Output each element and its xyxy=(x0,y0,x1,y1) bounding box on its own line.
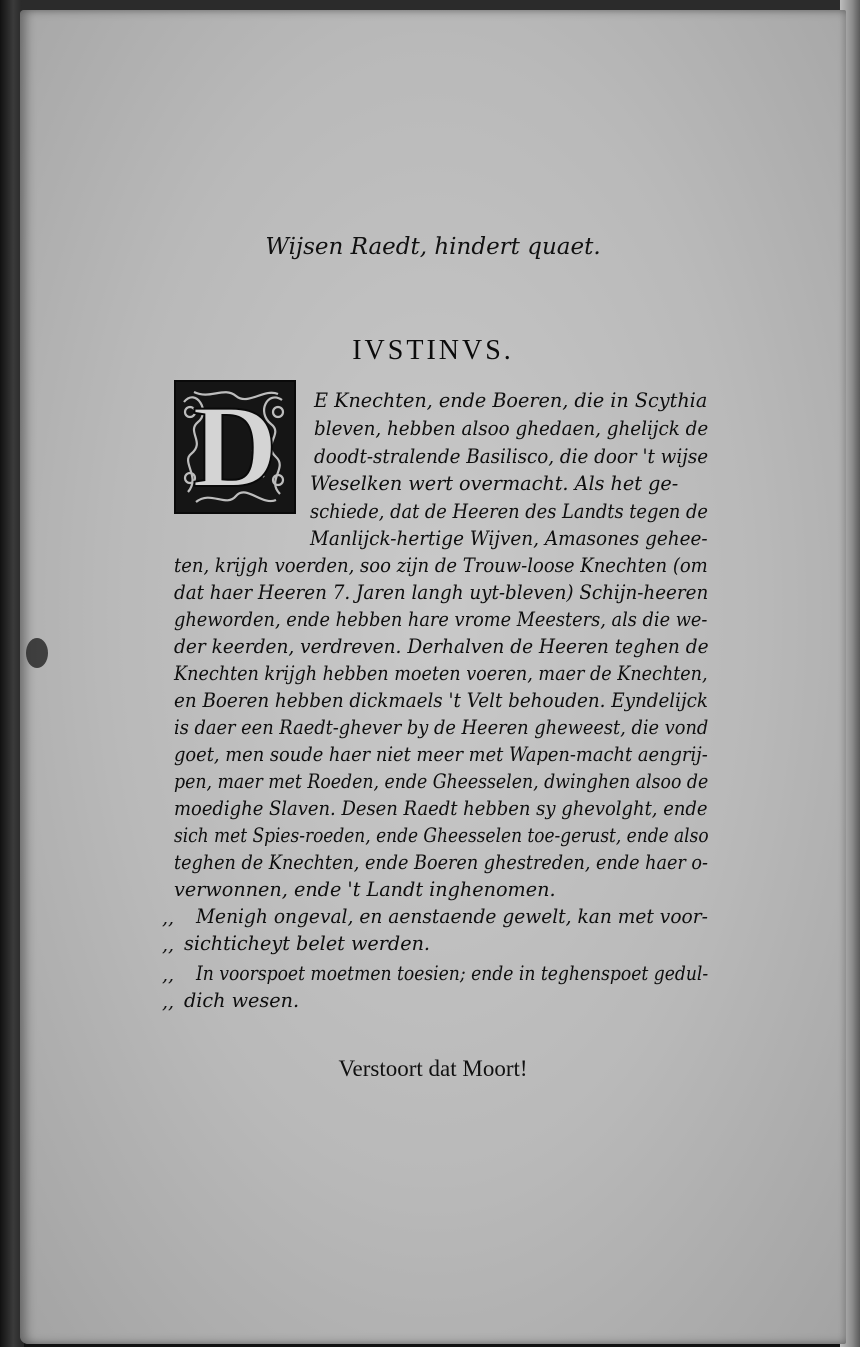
quote-mark: ,, xyxy=(162,934,175,956)
text-line: gheworden, ende hebben hare vrome Meesters, als die we- xyxy=(174,608,708,631)
quote-mark: ,, xyxy=(162,991,175,1013)
text-line: is daer een Raedt-ghever by de Heeren gheweest, die vond xyxy=(174,716,709,739)
text-line: Knechten krijgh hebben moeten voeren, maer de Knechten, xyxy=(174,662,708,685)
page-motto: Wijsen Raedt, hindert quaet. xyxy=(265,234,601,260)
ink-blot xyxy=(26,638,48,668)
text-line: goet, men soude haer niet meer met Wapen-macht aengrij- xyxy=(174,743,708,766)
text-line: doodt-stralende Basilisco, die door 't wijse xyxy=(314,445,709,468)
text-line: verwonnen, ende 't Landt inghenomen. xyxy=(174,878,556,901)
text-line: moedighe Slaven. Desen Raedt hebben sy ghevolght, ende xyxy=(174,797,708,820)
quote-mark: ,, xyxy=(162,907,175,929)
text-line: sichticheyt belet werden. xyxy=(184,932,431,955)
text-line: ten, krijgh voerden, soo zijn de Trouw-loose Knechten (om xyxy=(174,554,708,577)
quote-mark: ,, xyxy=(162,964,175,986)
text-line: Weselken wert overmacht. Als het ge- xyxy=(310,472,679,495)
initial-letter: D xyxy=(192,381,278,512)
text-line: Manlijck-hertige Wijven, Amasones gehee- xyxy=(310,527,708,550)
text-line: Menigh ongeval, en aenstaende gewelt, kan met voor- xyxy=(196,905,708,928)
text-line: sich met Spies-roeden, ende Gheesselen toe-gerust, ende also xyxy=(174,824,709,847)
decorated-initial xyxy=(174,380,296,514)
text-line: dat haer Heeren 7. Jaren langh uyt-bleven) Schijn-heeren xyxy=(174,581,709,604)
text-line: pen, maer met Roeden, ende Gheesselen, dwinghen alsoo de xyxy=(174,770,709,793)
text-line: teghen de Knechten, ende Boeren ghestreden, ende haer o- xyxy=(174,851,708,874)
text-line: en Boeren hebben dickmaels 't Velt behouden. Eyndelijck xyxy=(174,689,709,712)
section-heading: IVSTINVS. xyxy=(352,335,514,366)
closing-motto: Verstoort dat Moort! xyxy=(338,1056,528,1081)
text-line: dich wesen. xyxy=(184,989,300,1012)
text-line: schiede, dat de Heeren des Landts tegen de xyxy=(310,500,708,523)
text-line: E Knechten, ende Boeren, die in Scythia xyxy=(314,389,708,412)
text-line: bleven, hebben alsoo ghedaen, ghelijck de xyxy=(314,417,709,440)
paper-page xyxy=(20,10,846,1344)
text-line: In voorspoet moetmen toesien; ende in teghenspoet gedul- xyxy=(196,962,709,985)
text-line: der keerden, verdreven. Derhalven de Heeren teghen de xyxy=(174,635,709,658)
